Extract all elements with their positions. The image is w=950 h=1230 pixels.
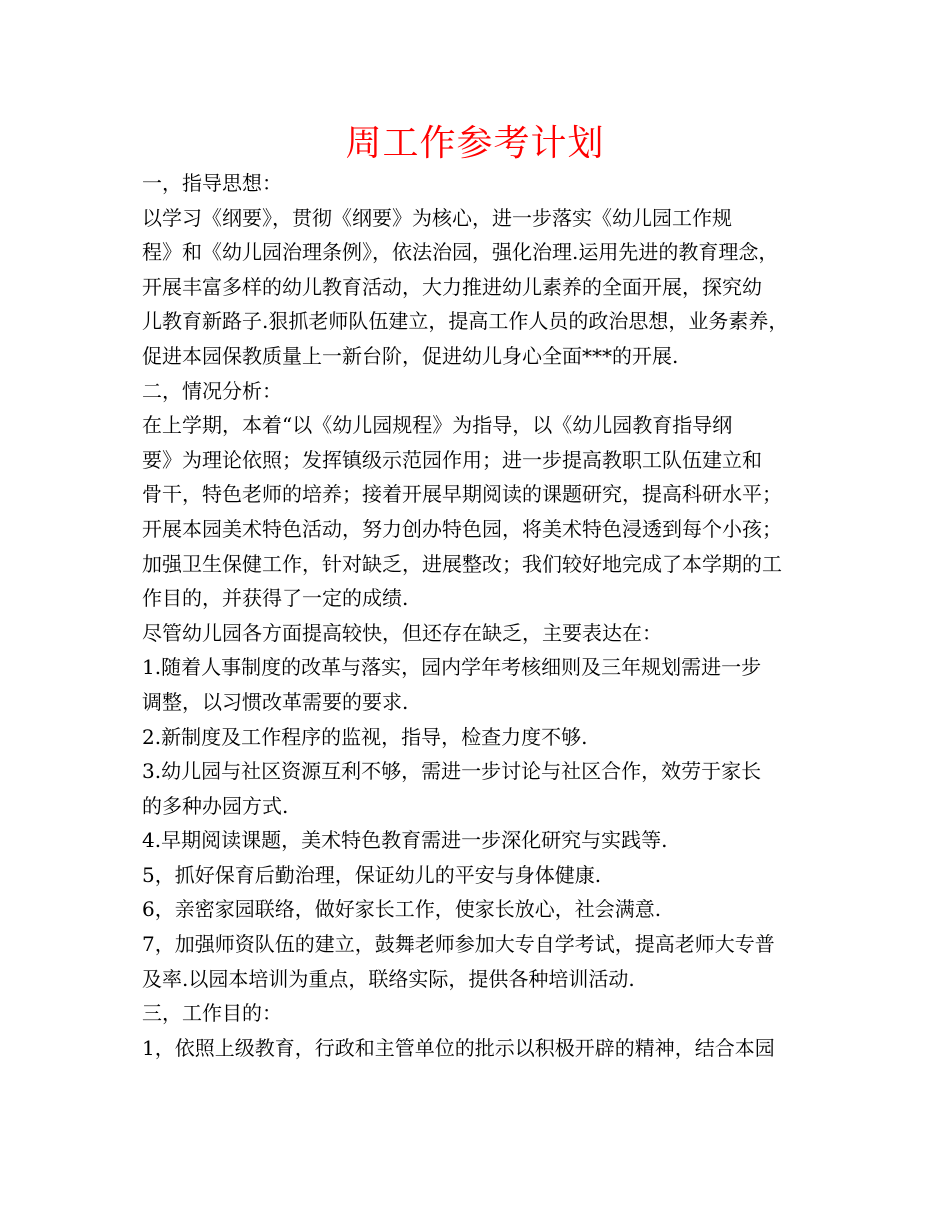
body-line: 的多种办园方式. (142, 793, 289, 818)
body-line: 程》和《幼儿园治理条例》，依法治园，强化治理.运用先进的教育理念， (142, 240, 779, 265)
body-line: 在上学期，本着“以《幼儿园规程》为指导，以《幼儿园教育指导纲 (142, 413, 733, 438)
body-line: 5，抓好保育后勤治理，保证幼儿的平安与身体健康. (142, 862, 602, 887)
body-line: 促进本园保教质量上一新台阶，促进幼儿身心全面***的开展. (142, 343, 679, 368)
body-line: 作目的，并获得了一定的成绩. (142, 586, 409, 611)
body-line: 三，工作目的： (142, 1001, 282, 1026)
body-line: 二，情况分析： (142, 378, 282, 403)
body-line: 7，加强师资队伍的建立，鼓舞老师参加大专自学考试，提高老师大专普 (142, 932, 775, 957)
body-line: 尽管幼儿园各方面提高较快，但还存在缺乏，主要表达在： (142, 620, 662, 645)
body-line: 1.随着人事制度的改革与落实，园内学年考核细则及三年规划需进一步 (142, 655, 762, 680)
body-line: 3.幼儿园与社区资源互利不够，需进一步讨论与社区合作，效劳于家长 (142, 759, 762, 784)
body-line: 4.早期阅读课题，美术特色教育需进一步深化研究与实践等. (142, 828, 668, 853)
body-line: 开展本园美术特色活动，努力创办特色园，将美术特色浸透到每个小孩； (142, 516, 782, 541)
body-line: 要》为理论依照；发挥镇级示范园作用；进一步提高教职工队伍建立和 (142, 447, 762, 472)
body-line: 6，亲密家园联络，做好家长工作，使家长放心，社会满意. (142, 897, 662, 922)
body-line: 加强卫生保健工作，针对缺乏，进展整改；我们较好地完成了本学期的工 (142, 551, 782, 576)
body-line: 以学习《纲要》，贯彻《纲要》为核心，进一步落实《幼儿园工作规 (142, 205, 732, 230)
body-line: 骨干，特色老师的培养；接着开展早期阅读的课题研究，提高科研水平； (142, 482, 782, 507)
body-line: 一，指导思想： (142, 171, 282, 195)
body-line: 儿教育新路子.狠抓老师队伍建立，提高工作人员的政治思想，业务素养， (142, 309, 789, 334)
body-line: 开展丰富多样的幼儿教育活动，大力推进幼儿素养的全面开展，探究幼 (142, 274, 762, 299)
document-title: 周工作参考计划 (345, 123, 605, 164)
document-body (142, 166, 832, 1065)
body-line: 1，依照上级教育，行政和主管单位的批示以积极开辟的精神，结合本园 (142, 1035, 775, 1060)
body-line: 及率.以园本培训为重点，联络实际，提供各种培训活动. (142, 966, 635, 991)
body-line: 2.新制度及工作程序的监视，指导，检查力度不够. (142, 724, 588, 749)
body-line: 调整，以习惯改革需要的要求. (142, 689, 409, 714)
